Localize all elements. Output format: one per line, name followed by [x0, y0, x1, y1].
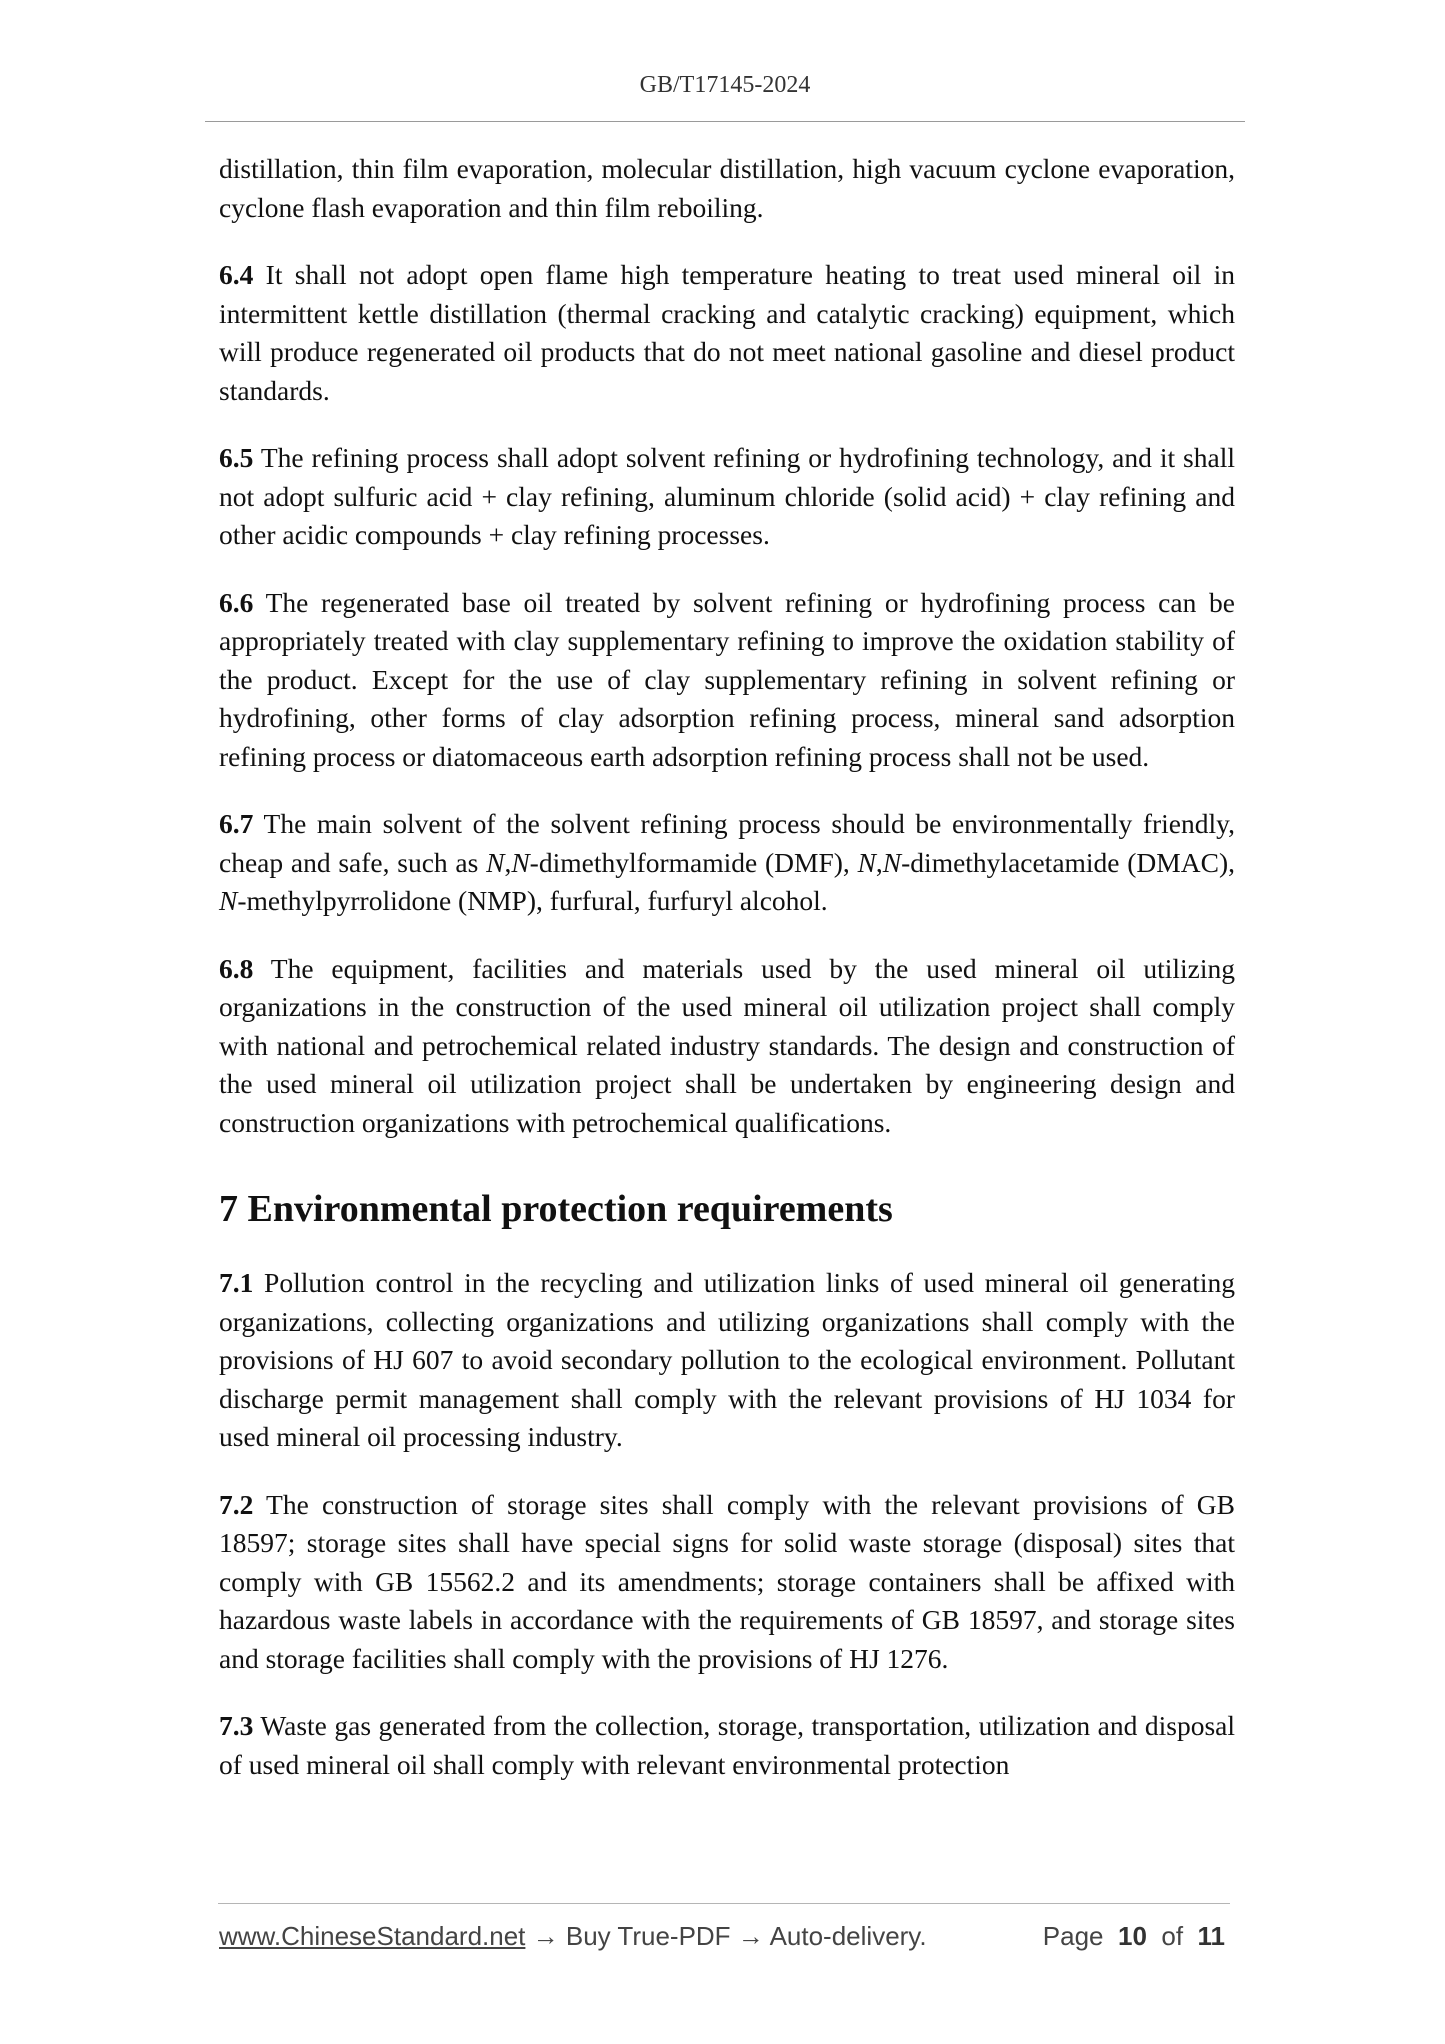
clause-text: The refining process shall adopt solvent refining or hydrofining technology, and it shall not adopt sulfuric acid + clay refining, aluminum chloride (solid acid) + clay refining and other acidic compounds + clay refining processes.	[219, 442, 1235, 550]
clause-number: 6.4	[219, 259, 254, 290]
clause-6-5	[219, 439, 1235, 555]
clause-text: ,	[875, 846, 883, 878]
clause-6-6	[219, 584, 1235, 777]
clause-number: 6.7	[219, 808, 254, 839]
clause-text: Waste gas generated from the collection, storage, transportation, utilization and disposal of used mineral oil shall comply with relevant environmental protection	[219, 1710, 1235, 1780]
italic-n: N	[219, 885, 238, 916]
footer-tagline: → Buy True-PDF → Auto-delivery.	[525, 1921, 927, 1951]
clause-text: -methylpyrrolidone (NMP), furfural, furfuryl alcohol.	[237, 885, 828, 916]
website-link[interactable]: www.ChineseStandard.net	[219, 1921, 526, 1951]
current-page-number: 10	[1117, 1921, 1147, 1951]
clause-number: 6.8	[219, 952, 254, 984]
page-footer	[219, 1921, 1225, 1955]
italic-n: N	[857, 846, 876, 878]
page-label: Page	[1042, 1921, 1104, 1951]
clause-6-4	[219, 256, 1235, 410]
page-body	[219, 150, 1235, 1813]
clause-number: 7.3	[219, 1710, 254, 1741]
clause-number: 6.6	[219, 586, 254, 618]
footer-divider	[218, 1903, 1230, 1904]
clause-7-3	[219, 1707, 1235, 1784]
page-header: GB/T17145-2024	[639, 72, 811, 98]
clause-7-2	[219, 1486, 1235, 1679]
clause-text: -dimethylformamide (DMF),	[529, 846, 858, 878]
paragraph-text: distillation, thin film evaporation, molecular distillation, high vacuum cyclone evaporation, cyclone flash evaporation and thin film reboiling.	[219, 153, 1235, 223]
clause-text: The regenerated base oil treated by solvent refining or hydrofining process can be appropriately treated with clay supplementary refining to improve the oxidation stability of the product. Except for the use of clay supplementary refining in solvent refining or hydrofining, other forms of clay adsorption refining process, mineral sand adsorption refining process or diatomaceous earth adsorption refining process shall not be used.	[219, 586, 1235, 772]
clause-text: Pollution control in the recycling and utilization links of used mineral oil generating organizations, collecting organizations and utilizing organizations shall comply with the provisions of HJ 607 to avoid secondary pollution to the ecological environment. Pollutant discharge permit management shall comply with the relevant provisions of HJ 1034 for used mineral oil processing industry.	[219, 1267, 1235, 1452]
clause-text: The equipment, facilities and materials used by the used mineral oil utilizing organizations in the construction of the used mineral oil utilization project shall comply with national and petrochemical related industry standards. The design and construction of the used mineral oil utilization project shall be undertaken by engineering design and construction organizations with petrochemical qualifications.	[219, 952, 1235, 1138]
clause-7-1	[219, 1264, 1235, 1457]
section-heading: 7 Environmental protection requirements	[219, 1188, 893, 1230]
total-pages: 11	[1197, 1921, 1225, 1951]
clause-6-8	[219, 950, 1235, 1143]
clause-text: -dimethylacetamide (DMAC),	[901, 846, 1235, 878]
paragraph-continued	[219, 150, 1235, 227]
clause-text: The main solvent of the solvent refining process should be environmentally friendly, cheap and safe, such as	[219, 808, 1235, 878]
page-indicator	[1043, 1921, 1225, 1952]
clause-number: 7.1	[219, 1267, 254, 1298]
clause-text: It shall not adopt open flame high temperature heating to treat used mineral oil in intermittent kettle distillation (thermal cracking and catalytic cracking) equipment, which will produce regenerated oil products that do not meet national gasoline and diesel product standards.	[219, 259, 1235, 406]
clause-text: The construction of storage sites shall comply with the relevant provisions of GB 18597; storage sites shall have special signs for solid waste storage (disposal) sites that comply with GB 15562.2 and its amendments; storage containers shall be affixed with hazardous waste labels in accordance with the requirements of GB 18597, and storage sites and storage facilities shall comply with the provisions of HJ 1276.	[219, 1488, 1235, 1674]
of-label: of	[1161, 1921, 1184, 1951]
footer-promo	[219, 1921, 927, 1952]
header-divider	[205, 121, 1245, 122]
italic-n: N	[511, 846, 530, 878]
clause-text: ,	[504, 846, 512, 878]
clause-number: 6.5	[219, 442, 254, 473]
italic-n: N	[882, 846, 902, 878]
clause-6-7	[219, 805, 1235, 921]
italic-n: N	[486, 846, 505, 878]
clause-number: 7.2	[219, 1488, 254, 1520]
